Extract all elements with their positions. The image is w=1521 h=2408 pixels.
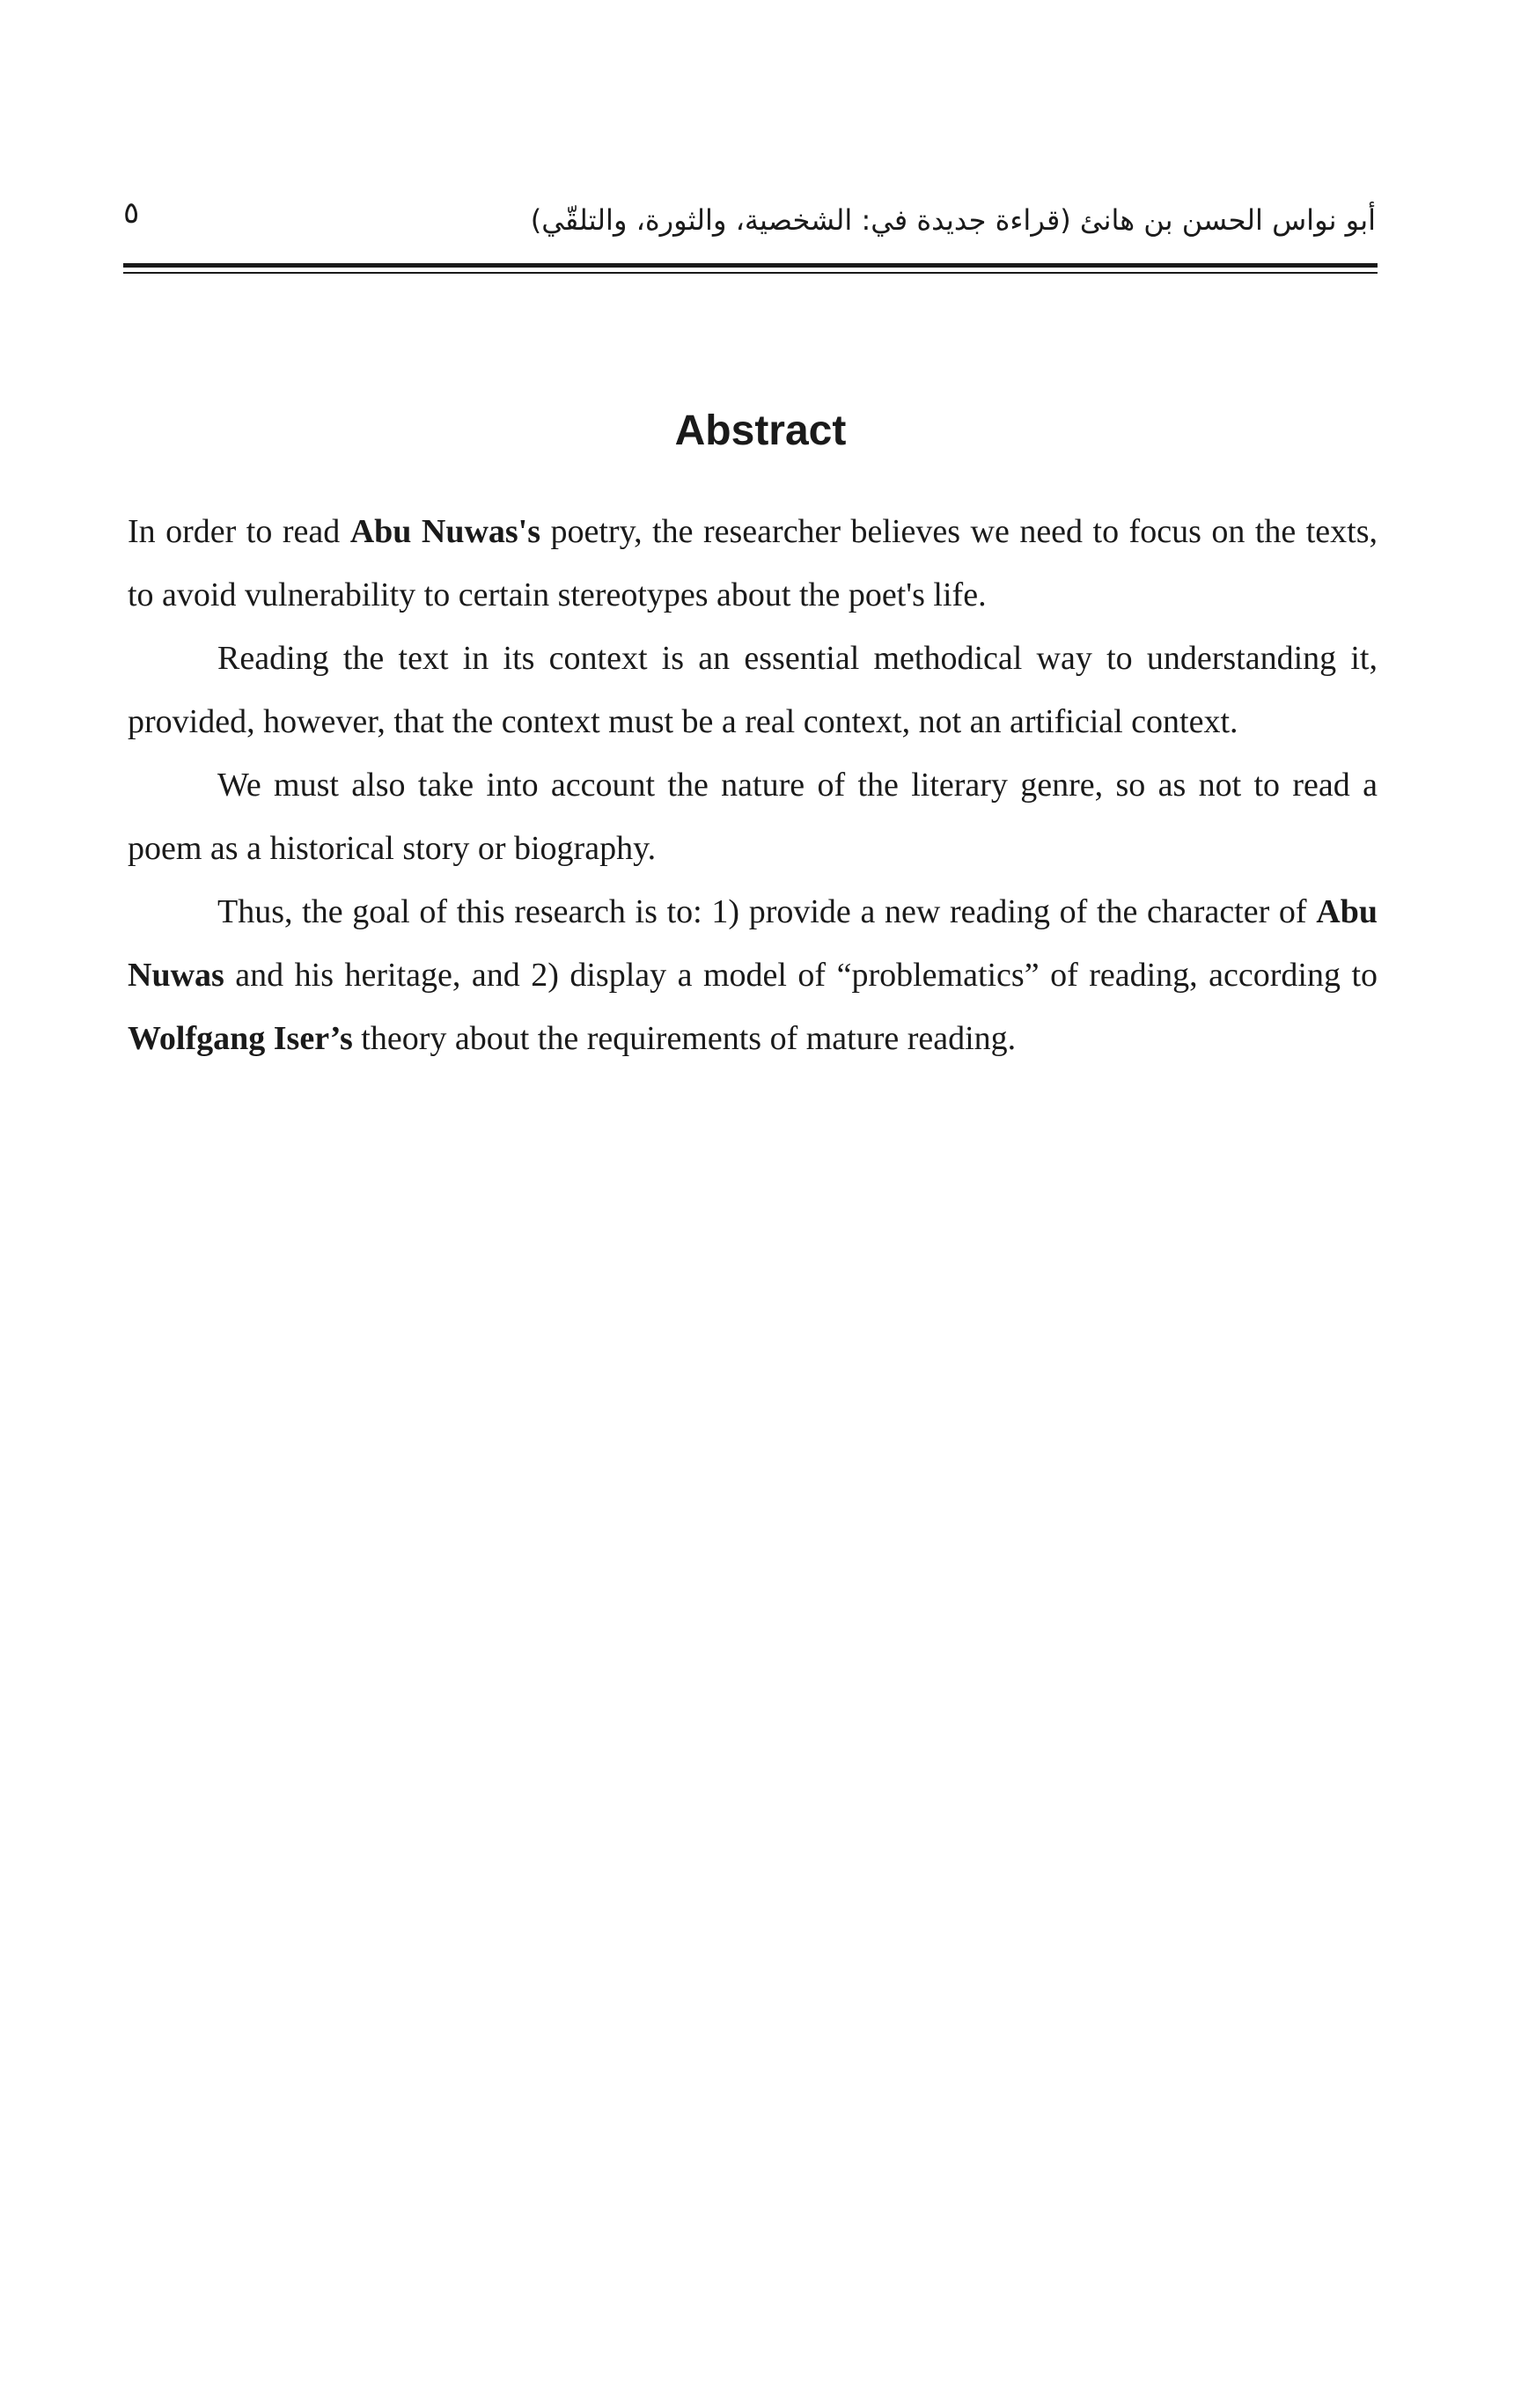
- p4-text-2: and his heritage, and 2) display a model of “problematics” of reading, according to: [224, 957, 1378, 994]
- abstract-paragraph-2: Reading the text in its context is an essential methodical way to understanding it, provided, however, that the context must be a real context, not an artificial context.: [128, 640, 1378, 740]
- page-number: ٥: [123, 195, 140, 231]
- abstract-paragraph-4: [128, 880, 1378, 1070]
- abstract-paragraph-3: We must also take into account the nature of the literary genre, so as not to read a poem as a historical story or biography.: [128, 767, 1378, 867]
- p4-bold-wolfgang-iser: Wolfgang Iser’s: [128, 1020, 353, 1057]
- running-header-title: أبو نواس الحسن بن هانئ (قراءة جديدة في: الشخصية، والثورة، والتلقّي): [530, 203, 1376, 237]
- abstract-title: Abstract: [674, 407, 847, 454]
- p1-text-1: In order to read: [128, 513, 350, 550]
- p4-text-3: theory about the requirements of mature reading.: [352, 1020, 1017, 1057]
- abstract-body: [128, 500, 1378, 1070]
- p1-text-2: poetry, the researcher believes we need to focus on the texts, to avoid vulnerability to certain stereotypes about the poet's life.: [128, 513, 1378, 613]
- p4-bold-abu-nuwas: Abu Nuwas: [128, 893, 1378, 994]
- header-rule-thick: [123, 263, 1378, 268]
- abstract-paragraph-1: [128, 500, 1378, 627]
- header-rule-thin: [123, 272, 1378, 274]
- p4-text-1: Thus, the goal of this research is to: 1) provide a new reading of the character of: [217, 893, 1317, 930]
- p1-bold-abu-nuwas: Abu Nuwas's: [349, 513, 541, 550]
